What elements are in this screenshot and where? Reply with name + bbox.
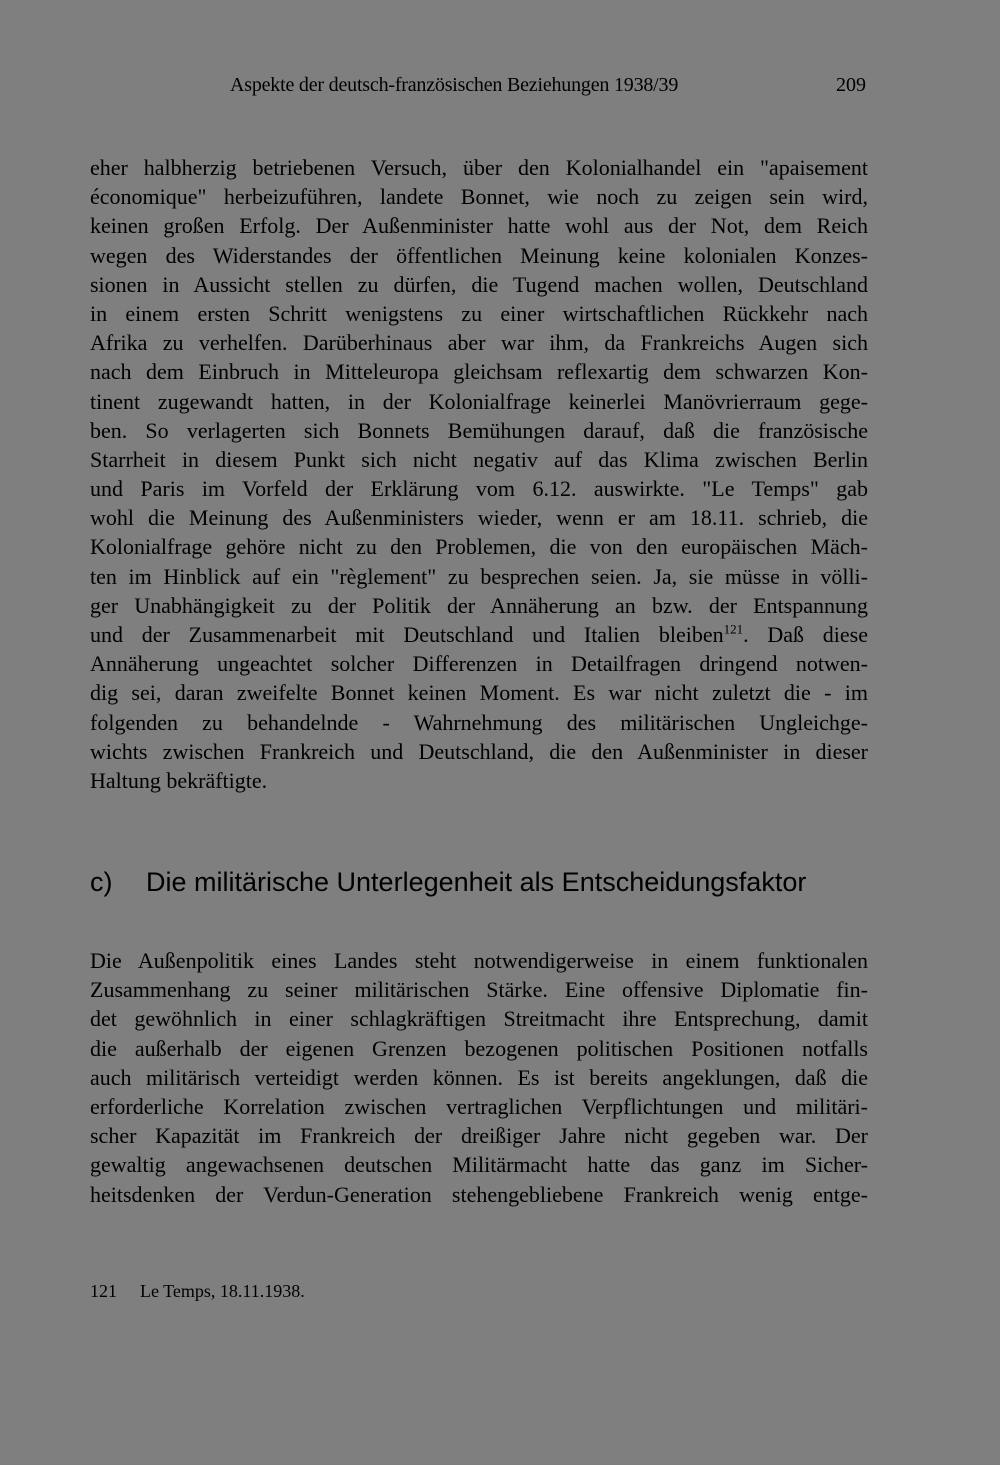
text-line: die außerhalb der eigenen Grenzen bezogenen politischen Positionen notfalls	[90, 1035, 868, 1061]
text-line: Starrheit in diesem Punkt sich nicht negativ auf das Klima zwischen Berlin	[90, 446, 868, 472]
text-line: Afrika zu verhelfen. Darüberhinaus aber war ihm, da Frankreichs Augen sich	[90, 330, 868, 356]
footnote	[90, 1281, 305, 1302]
footnote-number: 121	[90, 1281, 117, 1301]
text-line: ben. So verlagerten sich Bonnets Bemühungen darauf, daß die französische	[90, 417, 868, 443]
text-line-with-footnote-ref	[90, 620, 868, 649]
text-line: Die Außenpolitik eines Landes steht notwendigerweise in einem funktionalen	[90, 948, 868, 973]
text-line: nach dem Einbruch in Mitteleuropa gleichsam reflexartig dem schwarzen Kon-	[90, 359, 868, 385]
text-segment: und der Zusammenarbeit mit Deutschland und Italien bleiben	[90, 622, 724, 647]
text-line: Kolonialfrage gehöre nicht zu den Problemen, die von den europäischen Mäch-	[90, 534, 868, 560]
section-heading	[90, 867, 806, 898]
text-line: und Paris im Vorfeld der Erklärung vom 6.12. auswirkte. "Le Temps" gab	[90, 476, 868, 502]
text-line: heitsdenken der Verdun-Generation stehengebliebene Frankreich wenig entge-	[90, 1181, 868, 1207]
section-title: Die militärische Unterlegenheit als Entscheidungsfaktor	[146, 867, 807, 897]
text-line: det gewöhnlich in einer schlagkräftigen Streitmacht ihre Entsprechung, damit	[90, 1006, 868, 1032]
section-label: c)	[90, 867, 113, 897]
text-line: in einem ersten Schritt wenigstens zu einer wirtschaftlichen Rückkehr nach	[90, 300, 868, 326]
text-line: wegen des Widerstandes der öffentlichen Meinung keine kolonialen Konzes-	[90, 242, 868, 268]
text-line: ten im Hinblick auf ein "règlement" zu besprechen seien. Ja, sie müsse in völli-	[90, 563, 868, 589]
text-line: auch militärisch verteidigt werden können. Es ist bereits angeklungen, daß die	[90, 1064, 868, 1090]
footnote-reference: 121	[723, 621, 744, 637]
text-line: folgenden zu behandelnde - Wahrnehmung des militärischen Ungleichge-	[90, 709, 868, 735]
body-paragraph-1	[90, 153, 868, 795]
text-line: dig sei, daran zweifelte Bonnet keinen Moment. Es war nicht zuletzt die - im	[90, 680, 868, 706]
body-paragraph-2	[90, 946, 868, 1209]
text-line: Haltung bekräftigte.	[90, 767, 268, 793]
text-line: eher halbherzig betriebenen Versuch, über den Kolonialhandel ein "apaisement	[90, 155, 868, 180]
text-line: gewaltig angewachsenen deutschen Militärmacht hatte das ganz im Sicher-	[90, 1152, 868, 1178]
running-head-title: Aspekte der deutsch-französischen Beziehungen 1938/39	[230, 74, 679, 96]
text-line: Zusammenhang zu seiner militärischen Stärke. Eine offensive Diplomatie fin-	[90, 977, 868, 1003]
text-line: tinent zugewandt hatten, in der Kolonialfrage keinerlei Manövrierraum gege-	[90, 388, 868, 414]
page-number: 209	[836, 74, 866, 96]
text-line: ger Unabhängigkeit zu der Politik der Annäherung an bzw. der Entspannung	[90, 592, 868, 618]
footnote-text: Le Temps, 18.11.1938.	[140, 1281, 305, 1301]
text-line: économique" herbeizuführen, landete Bonnet, wie noch zu zeigen sein wird,	[90, 184, 868, 210]
text-line: sionen in Aussicht stellen zu dürfen, die Tugend machen wollen, Deutschland	[90, 271, 868, 297]
text-line: Annäherung ungeachtet solcher Differenzen in Detailfragen dringend notwen-	[90, 651, 868, 677]
text-line: keinen großen Erfolg. Der Außenminister hatte wohl aus der Not, dem Reich	[90, 213, 868, 239]
text-line: erforderliche Korrelation zwischen vertraglichen Verpflichtungen und militäri-	[90, 1093, 868, 1119]
text-line: wohl die Meinung des Außenministers wieder, wenn er am 18.11. schrieb, die	[90, 505, 868, 531]
text-line: scher Kapazität im Frankreich der dreißiger Jahre nicht gegeben war. Der	[90, 1123, 868, 1149]
text-segment: . Daß diese	[743, 622, 868, 647]
text-line: wichts zwischen Frankreich und Deutschland, die den Außenminister in dieser	[90, 738, 868, 764]
